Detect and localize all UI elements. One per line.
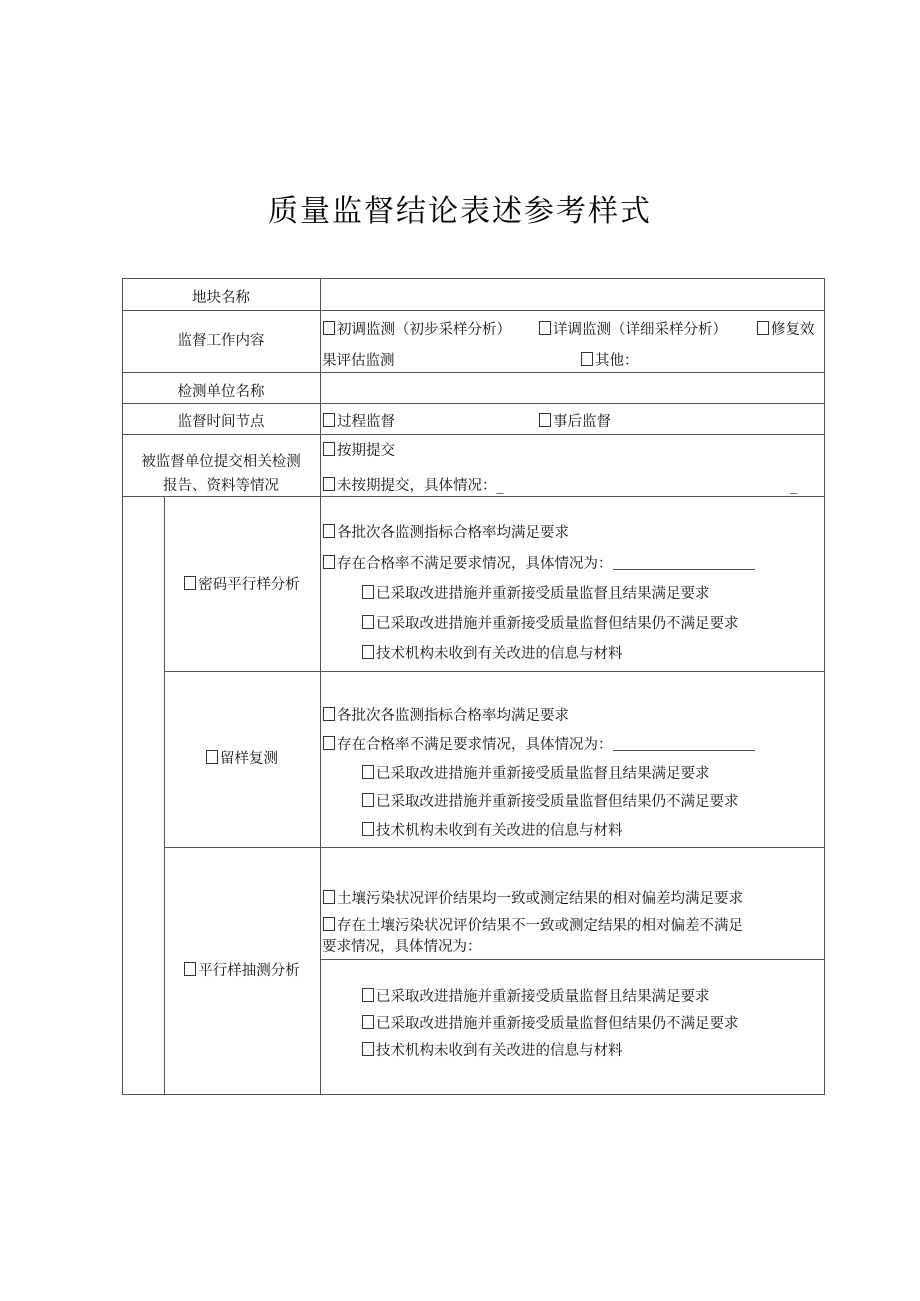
time-node-label: 监督时间节点 xyxy=(177,414,265,430)
retained-sub-improved-pass[interactable]: 已采取改进措施并重新接受质量监督且结果满足要求 xyxy=(362,765,710,783)
option-remediation-eval[interactable]: 修复效 xyxy=(757,321,815,339)
checkbox-icon xyxy=(323,707,335,721)
checkbox-icon xyxy=(206,750,218,764)
row-divider xyxy=(122,496,825,497)
parcel-name-label: 地块名称 xyxy=(192,290,250,306)
row-divider xyxy=(122,372,825,373)
parallel-item-consistent[interactable]: 土壤污染状况评价结果均一致或测定结果的相对偏差均满足要求 xyxy=(323,890,743,908)
option-process-supervision[interactable]: 过程监督 xyxy=(323,413,395,431)
checkbox-icon xyxy=(323,555,335,569)
checkbox-icon xyxy=(323,890,335,904)
work-content-label: 监督工作内容 xyxy=(177,333,265,349)
checkbox-icon xyxy=(362,765,374,779)
checkbox-icon xyxy=(362,585,374,599)
subrow-divider xyxy=(320,959,825,960)
checkbox-icon xyxy=(184,962,196,976)
blind-sub-improved-fail[interactable]: 已采取改进措施并重新接受质量监督但结果仍不满足要求 xyxy=(362,615,739,633)
parcel-name-value[interactable] xyxy=(324,287,820,305)
checkbox-icon xyxy=(581,352,593,366)
option-detailed-survey[interactable]: 详调监测（详细采样分析） xyxy=(539,321,727,339)
table-border-right xyxy=(824,278,825,1095)
checkbox-icon xyxy=(323,736,335,750)
table-border-bottom xyxy=(122,1094,825,1095)
blind-sub-improved-pass[interactable]: 已采取改进措施并重新接受质量监督且结果满足要求 xyxy=(362,585,710,603)
retained-sub-no-info[interactable]: 技术机构未收到有关改进的信息与材料 xyxy=(362,822,623,840)
section-blind-sample[interactable]: 密码平行样分析 xyxy=(164,576,320,594)
retained-sub-improved-fail[interactable]: 已采取改进措施并重新接受质量监督但结果仍不满足要求 xyxy=(362,793,739,811)
submission-label-line2: 报告、资料等情况 xyxy=(163,478,279,494)
unit-name-label: 检测单位名称 xyxy=(177,384,265,400)
option-on-time[interactable]: 按期提交 xyxy=(323,442,395,460)
checkbox-icon xyxy=(323,321,335,335)
section-divider xyxy=(164,671,825,672)
checkbox-icon xyxy=(362,1015,374,1029)
checkbox-icon xyxy=(539,413,551,427)
table-border-top xyxy=(122,278,825,279)
checkbox-icon xyxy=(323,413,335,427)
retained-item-all-pass[interactable]: 各批次各监测指标合格率均满足要求 xyxy=(323,707,569,725)
checkbox-icon xyxy=(323,917,335,931)
blind-sub-no-info[interactable]: 技术机构未收到有关改进的信息与材料 xyxy=(362,645,623,663)
option-other[interactable]: 其他： xyxy=(581,352,639,370)
row-divider xyxy=(122,434,825,435)
checkbox-icon xyxy=(362,645,374,659)
checkbox-icon xyxy=(362,822,374,836)
checkbox-icon xyxy=(362,1042,374,1056)
checkbox-icon xyxy=(362,988,374,1002)
section-parallel-sample[interactable]: 平行样抽测分析 xyxy=(164,962,320,980)
row-divider xyxy=(122,310,825,311)
parallel-sub-improved-fail[interactable]: 已采取改进措施并重新接受质量监督但结果仍不满足要求 xyxy=(362,1015,739,1033)
details-blank[interactable] xyxy=(613,555,755,570)
parallel-sub-improved-pass[interactable]: 已采取改进措施并重新接受质量监督且结果满足要求 xyxy=(362,988,710,1006)
section-divider xyxy=(164,847,825,848)
not-on-time-blank-end: _ xyxy=(790,478,798,494)
option-post-supervision[interactable]: 事后监督 xyxy=(539,413,611,431)
section-retained-sample[interactable]: 留样复测 xyxy=(164,750,320,768)
row-divider xyxy=(122,403,825,404)
checkbox-icon xyxy=(184,576,196,590)
option-not-on-time[interactable]: 未按期提交，具体情况：_ xyxy=(323,477,504,495)
submission-label-line1: 被监督单位提交相关检测 xyxy=(141,454,301,470)
checkbox-icon xyxy=(362,793,374,807)
parallel-item-inconsistent-cont: 要求情况，具体情况为： xyxy=(322,939,482,955)
column-divider xyxy=(320,278,321,1095)
checkbox-icon xyxy=(323,477,335,491)
retained-item-not-pass[interactable]: 存在合格率不满足要求情况，具体情况为： xyxy=(323,736,755,754)
blind-item-not-pass[interactable]: 存在合格率不满足要求情况，具体情况为： xyxy=(323,555,755,573)
blind-item-all-pass[interactable]: 各批次各监测指标合格率均满足要求 xyxy=(323,524,569,542)
page-title: 质量监督结论表述参考样式 xyxy=(268,194,652,229)
option-remediation-eval-cont: 果评估监测 xyxy=(322,353,395,369)
details-blank[interactable] xyxy=(613,736,755,751)
checkbox-icon xyxy=(757,321,769,335)
checkbox-icon xyxy=(362,615,374,629)
parallel-sub-no-info[interactable]: 技术机构未收到有关改进的信息与材料 xyxy=(362,1042,623,1060)
checkbox-icon xyxy=(323,524,335,538)
checkbox-icon xyxy=(539,321,551,335)
checkbox-icon xyxy=(323,442,335,456)
unit-name-value[interactable] xyxy=(324,381,820,399)
parallel-item-inconsistent[interactable]: 存在土壤污染状况评价结果不一致或测定结果的相对偏差不满足 xyxy=(323,917,743,935)
option-initial-survey[interactable]: 初调监测（初步采样分析） xyxy=(323,321,511,339)
